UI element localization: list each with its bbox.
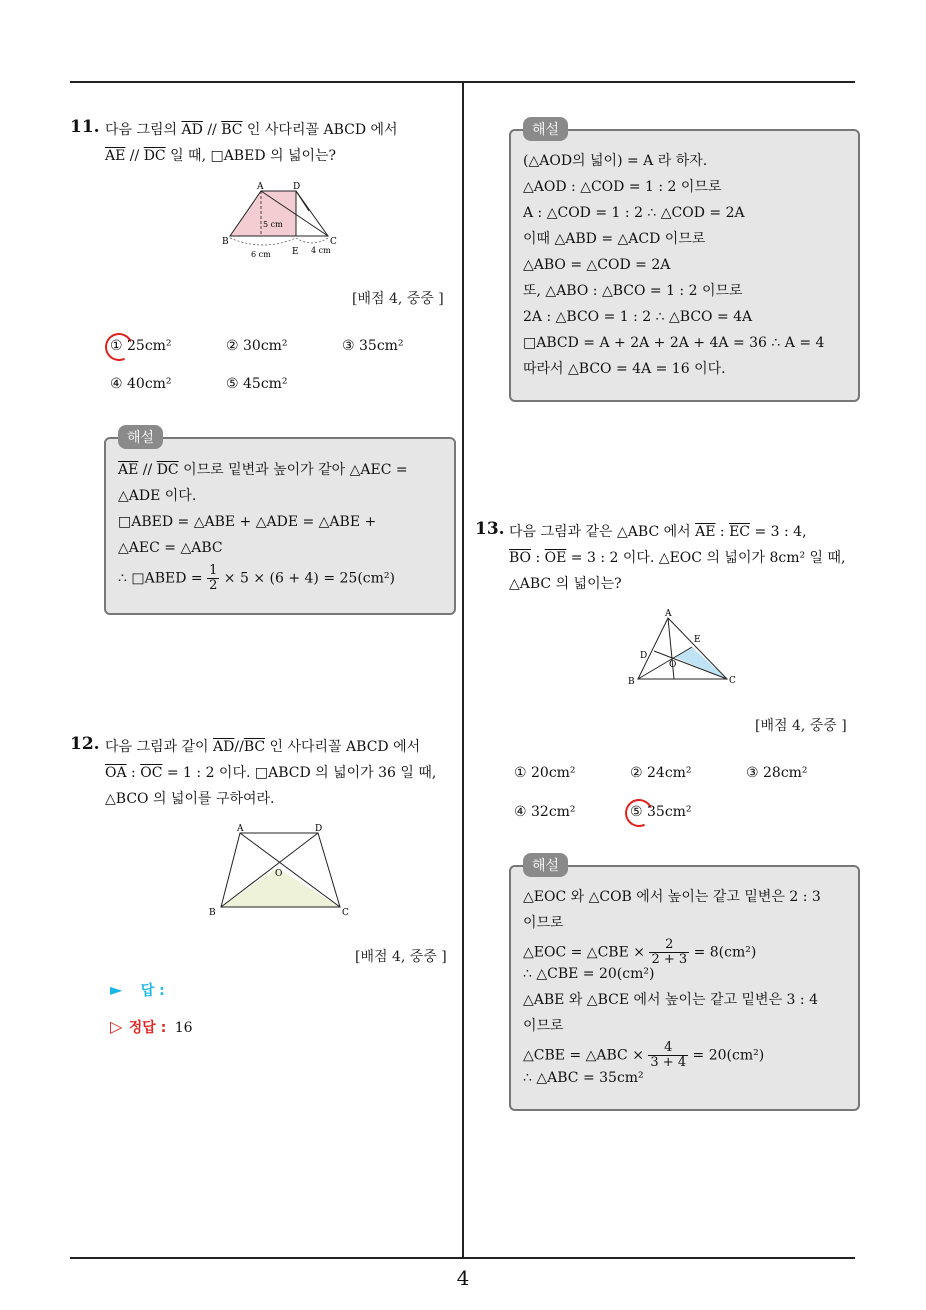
q12-explain-line6: 또, △ABO : △BCO = 1 : 2 이므로 (523, 283, 743, 299)
q11-explain-line2: △ADE 이다. (118, 488, 197, 504)
q12-label-a: A (237, 824, 244, 834)
fraction-four-sevenths (648, 1041, 688, 1070)
q13-choice-1[interactable]: ① 20cm² (514, 765, 576, 781)
q13-choice-2[interactable]: ② 24cm² (630, 765, 692, 781)
q11-brace-be (230, 238, 296, 245)
parallel-sign: // (138, 462, 157, 478)
q12-explain-line7: 2A : △BCO = 1 : 2 ∴ △BCO = 4A (523, 309, 753, 325)
correct-value: 16 (174, 1020, 193, 1036)
segment-oe: $\overline{OE}$ (544, 550, 567, 566)
segment-oa: $\overline{OA}$ (105, 765, 127, 781)
explain-text: = 20(cm²) (688, 1047, 765, 1064)
q13-label-e: E (694, 635, 701, 645)
explain-text: △EOC = △CBE × (523, 944, 650, 961)
answer-label: 답 : (140, 983, 165, 999)
correct-label: 정답 : (128, 1020, 167, 1036)
fraction-numerator: 2 (649, 938, 689, 953)
q13-explain-line6: 이므로 (523, 1018, 564, 1034)
q11-line2 (105, 146, 336, 166)
q13-text: = 3 : 2 이다. △EOC 의 넓이가 8cm² 일 때, (566, 550, 846, 566)
q11-explain-line3: □ABED = △ABE + △ADE = △ABE + (118, 514, 377, 530)
q13-explain-line4: ∴ △CBE = 20(cm²) (523, 966, 655, 982)
q12-explain-line5: △ABO = △COD = 2A (523, 257, 671, 273)
q12-correct-row (110, 1017, 193, 1037)
q13-number: 13. (475, 519, 505, 539)
q12-label-o: O (275, 869, 283, 879)
q12-label-c: C (342, 908, 349, 918)
q12-explanation-tag: 해설 (523, 117, 568, 141)
q13-choice-3[interactable]: ③ 28cm² (746, 765, 808, 781)
q13-label-d: D (640, 651, 648, 661)
segment-dc: $\overline{DC}$ (156, 462, 179, 478)
fraction-two-fifths (649, 938, 689, 967)
segment-dc: $\overline{DC}$ (143, 148, 166, 164)
q11-choice-3[interactable]: ③ 35cm² (342, 338, 404, 354)
q11-choice-2[interactable]: ② 30cm² (226, 338, 288, 354)
fraction-denominator: 3 + 4 (650, 1055, 687, 1070)
q12-text: 다음 그림과 같이 (105, 739, 214, 755)
segment-ae: $\overline{AE}$ (695, 524, 716, 540)
q11-brace-ec (296, 238, 328, 243)
q11-number: 11. (70, 117, 100, 137)
explain-text: 이므로 밑변과 높이가 같아 △AEC = (178, 462, 408, 478)
q12-text: 인 사다리꼴 ABCD 에서 (265, 739, 421, 755)
segment-bc: $\overline{BC}$ (243, 739, 266, 755)
explain-text: ∴ □ABED = (118, 570, 208, 587)
q13-line3: △ABC 의 넓이는? (509, 576, 622, 592)
q11-line1 (105, 120, 398, 140)
q12-answer-row (110, 980, 165, 1000)
page-number: 4 (456, 1266, 470, 1290)
q12-number: 12. (70, 734, 100, 754)
explain-text: = 8(cm²) (689, 944, 757, 961)
q13-label-o: O (669, 660, 677, 670)
q11-choice-4[interactable]: ④ 40cm² (110, 376, 172, 392)
segment-ae: $\overline{AE}$ (105, 148, 126, 164)
q13-line1 (509, 522, 807, 542)
fraction-numerator: 4 (648, 1041, 688, 1056)
q12-label-b: B (209, 908, 216, 918)
q13-line2 (509, 548, 845, 568)
q11-label-be: 6 cm (251, 250, 271, 259)
segment-oc: $\overline{OC}$ (140, 765, 163, 781)
parallel-sign: // (202, 122, 222, 138)
q12-explain-line3: A : △COD = 1 : 2 ∴ △COD = 2A (523, 205, 745, 221)
q12-explain-line1: (△AOD의 넓이) = A 라 하자. (523, 153, 708, 169)
q13-explanation-tag: 해설 (523, 853, 568, 877)
q11-choice-1[interactable]: ① 25cm² (110, 338, 172, 354)
segment-ad: $\overline{AD}$ (213, 739, 235, 755)
q11-explain-line5 (118, 564, 395, 593)
q13-explain-line5: △ABE 와 △BCE 에서 높이는 같고 밑변은 3 : 4 (523, 992, 818, 1008)
q12-trapezoid-figure (205, 820, 355, 920)
q11-label-a: A (257, 182, 264, 192)
fraction-denominator: 2 + 3 (651, 952, 688, 967)
ratio-sign: : (126, 765, 141, 781)
q12-text: = 1 : 2 이다. □ABCD 의 넓이가 36 일 때, (162, 765, 437, 781)
q11-explanation-tag: 해설 (118, 425, 163, 449)
q13-points-level: [배점 4, 중중 ] (755, 718, 847, 734)
segment-bc: $\overline{BC}$ (221, 122, 243, 138)
segment-ec: $\overline{EC}$ (729, 524, 751, 540)
q13-choice-4[interactable]: ④ 32cm² (514, 804, 576, 820)
segment-bo: $\overline{BO}$ (509, 550, 532, 566)
q11-text: 인 사다리꼴 ABCD 에서 (242, 122, 398, 138)
q11-arrow-line (296, 191, 309, 211)
correct-arrow-icon: ▷ (110, 1017, 123, 1036)
parallel-sign: // (234, 739, 244, 755)
q11-explain-line4: △AEC = △ABC (118, 540, 223, 556)
segment-ae: $\overline{AE}$ (118, 462, 139, 478)
answer-arrow-icon: ► (110, 980, 123, 999)
q11-points-level: [배점 4, 중중 ] (352, 291, 444, 307)
q13-explain-line8: ∴ △ABC = 35cm² (523, 1070, 644, 1086)
q12-explain-line2: △AOD : △COD = 1 : 2 이므로 (523, 179, 722, 195)
q13-label-b: B (628, 677, 635, 687)
q13-label-a: A (665, 609, 672, 619)
explain-text: × 5 × (6 + 4) = 25(cm²) (219, 570, 395, 587)
q12-label-d: D (315, 824, 323, 834)
ratio-sign: : (715, 524, 730, 540)
parallel-sign: // (125, 148, 144, 164)
q13-text: = 3 : 4, (750, 524, 807, 540)
q13-explain-line2: 이므로 (523, 915, 564, 931)
q11-label-e: E (292, 247, 299, 257)
ratio-sign: : (531, 550, 545, 566)
q13-choice-5[interactable]: ⑤ 35cm² (630, 804, 692, 820)
q11-trapezoid-figure (218, 178, 343, 260)
explain-text: △CBE = △ABC × (523, 1047, 649, 1064)
q11-text: 다음 그림의 (105, 122, 182, 138)
column-divider (462, 83, 464, 1259)
q12-line1 (105, 737, 420, 757)
q11-choice-5[interactable]: ⑤ 45cm² (226, 376, 288, 392)
q12-line2 (105, 763, 436, 783)
q11-label-d: D (293, 182, 301, 192)
q13-triangle-figure (624, 604, 744, 690)
q11-label-c: C (330, 237, 337, 247)
q13-label-c: C (729, 676, 736, 686)
q12-line3: △BCO 의 넓이를 구하여라. (105, 791, 275, 807)
segment-ad: $\overline{AD}$ (181, 122, 203, 138)
q12-explain-line9: 따라서 △BCO = 4A = 16 이다. (523, 361, 726, 377)
q12-points-level: [배점 4, 중중 ] (355, 949, 447, 965)
q12-explain-line8: □ABCD = A + 2A + 2A + 4A = 36 ∴ A = 4 (523, 335, 825, 351)
fraction-numerator: 1 (209, 563, 218, 578)
q13-explain-line1: △EOC 와 △COB 에서 높이는 같고 밑변은 2 : 3 (523, 889, 821, 905)
q13-explain-line7 (523, 1041, 764, 1070)
q13-text: 다음 그림과 같은 △ABC 에서 (509, 524, 696, 540)
q11-label-b: B (222, 237, 229, 247)
q11-explain-line1 (118, 460, 408, 480)
fraction-one-half (207, 564, 219, 593)
fraction-denominator: 2 (209, 578, 218, 593)
q11-label-ec: 4 cm (311, 246, 331, 255)
q11-label-height: 5 cm (263, 220, 283, 229)
q11-text: 일 때, □ABED 의 넓이는? (165, 148, 337, 164)
q11-shaded-region (230, 191, 296, 236)
q13-explain-line3 (523, 938, 756, 967)
bottom-rule (70, 1257, 855, 1259)
q12-explain-line4: 이때 △ABD = △ACD 이므로 (523, 231, 706, 247)
